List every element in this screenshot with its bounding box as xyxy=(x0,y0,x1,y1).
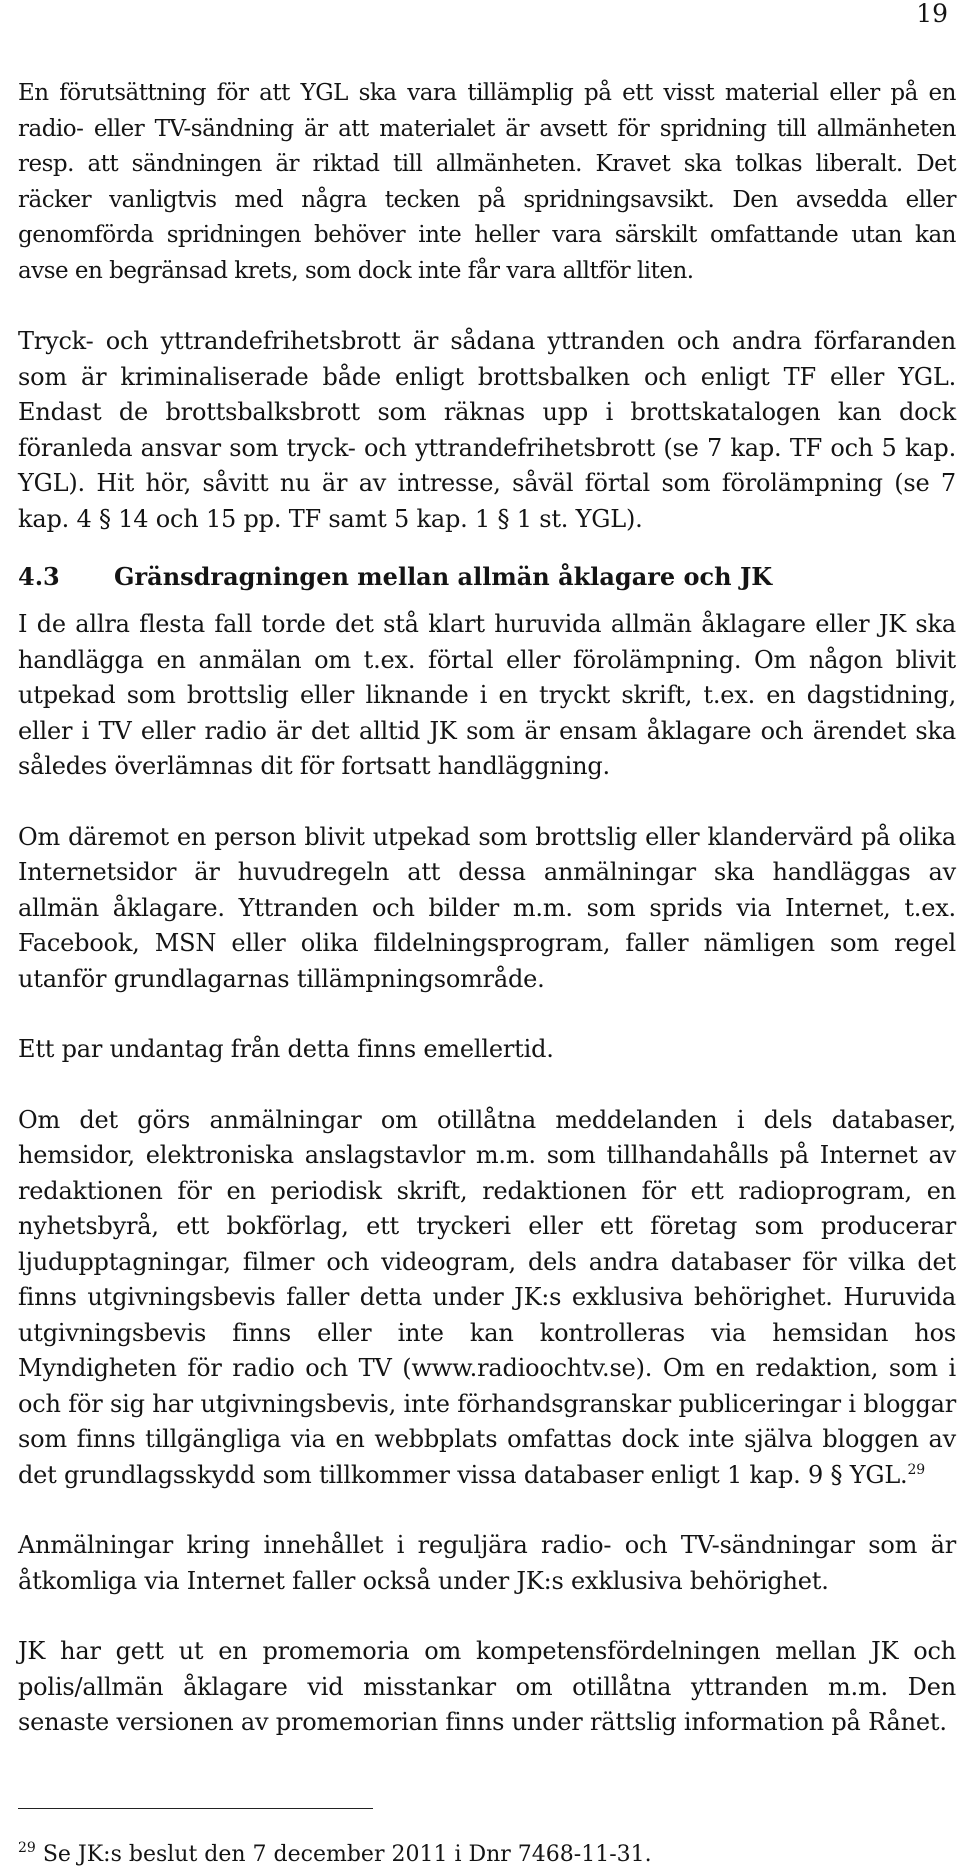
paragraph-exceptions: Ett par undantag från detta finns emellertid. xyxy=(18,1035,554,1063)
section-number: 4.3 xyxy=(18,562,60,591)
footnote-text: Se JK:s beslut den 7 december 2011 i Dnr 7468-11-31. xyxy=(42,1842,652,1867)
paragraph-memorandum: JK har gett ut en promemoria om kompetensfördelningen mellan JK och polis/allmän åklagare vid misstankar om otillåtna yttranden m.m. Den senaste versionen av promemorian finns under rättslig information på Rånet. xyxy=(18,1637,956,1736)
paragraph-databases-text: Om det görs anmälningar om otillåtna meddelanden i dels databaser, hemsidor, elektroniska anslagstavlor m.m. som tillhandahålls på Internet av redaktionen för en periodisk skrift, redaktionen för ett radioprogram, en nyhetsbyrå, ett bokförlag, ett tryckeri eller ett företag som producerar ljudupptagningar, filmer och videogram, dels andra databaser för vilka det finns utgivningsbevis faller detta under JK:s exklusiva behörighet. Huruvida utgivningsbevis finns eller inte kan kontrolleras via hemsidan hos Myndigheten för radio och TV (www.radioochtv.se). Om en redaktion, som i och för sig har utgivningsbevis, inte förhandsgranskar publiceringar i bloggar som finns tillgängliga via en webbplats omfattas dock inte själva bloggen av det grundlagsskydd som tillkommer vissa databaser enligt 1 kap. 9 § YGL. xyxy=(18,1105,956,1489)
page-number: 19 xyxy=(916,0,948,28)
footnote xyxy=(18,1840,652,1870)
paragraph-broadcasts: Anmälningar kring innehållet i reguljära radio- och TV-sändningar som är åtkomliga via Internet faller också under JK:s exklusiva behörighet. xyxy=(18,1531,956,1595)
paragraph-jurisdiction: I de allra flesta fall torde det stå klart huruvida allmän åklagare eller JK ska handlägga en anmälan om t.ex. förtal eller förolämpning. Om någon blivit utpekad som brottslig eller liknande i en tryckt skrift, t.ex. en dagstidning, eller i TV eller radio är det alltid JK som är ensam åklagare och ärendet ska således överlämnas dit för fortsatt handläggning. xyxy=(18,610,956,780)
footnote-number: 29 xyxy=(18,1840,36,1856)
paragraph-offences: Tryck- och yttrandefrihetsbrott är sådana yttranden och andra förfaranden som är kriminaliserade både enligt brottsbalken och enligt TF eller YGL. Endast de brottsbalksbrott som räknas upp i brottskatalogen kan dock föranleda ansvar som tryck- och yttrandefrihetsbrott (se 7 kap. TF och 5 kap. YGL). Hit hör, såvitt nu är av intresse, såväl förtal som förolämpning (se 7 kap. 4 § 14 och 15 pp. TF samt 5 kap. 1 § 1 st. YGL). xyxy=(18,327,956,533)
section-heading xyxy=(18,559,956,595)
paragraph-ygl-requirement: En förutsättning för att YGL ska vara tillämplig på ett visst material eller på en radio- eller TV-sändning är att materialet är avsett för spridning till allmänheten resp. att sändningen är riktad till allmänheten. Kravet ska tolkas liberalt. Det räcker vanligtvis med några tecken på spridningsavsikt. Den avsedda eller genomförda spridningen behöver inte heller vara särskilt omfattande utan kan avse en begränsad krets, som dock inte får vara alltför liten. xyxy=(18,80,956,284)
section-title: Gränsdragningen mellan allmän åklagare och JK xyxy=(114,562,773,591)
document-body xyxy=(18,76,956,1776)
footnote-divider xyxy=(18,1808,373,1809)
paragraph-internet: Om däremot en person blivit utpekad som brottslig eller klandervärd på olika Internetsidor är huvudregeln att dessa anmälningar ska handläggas av allmän åklagare. Yttranden och bilder m.m. som sprids via Internet, t.ex. Facebook, MSN eller olika fildelningsprogram, faller nämligen som regel utanför grundlagarnas tillämpningsområde. xyxy=(18,822,956,993)
paragraph-databases xyxy=(18,1103,956,1494)
footnote-reference[interactable]: 29 xyxy=(907,1461,925,1478)
